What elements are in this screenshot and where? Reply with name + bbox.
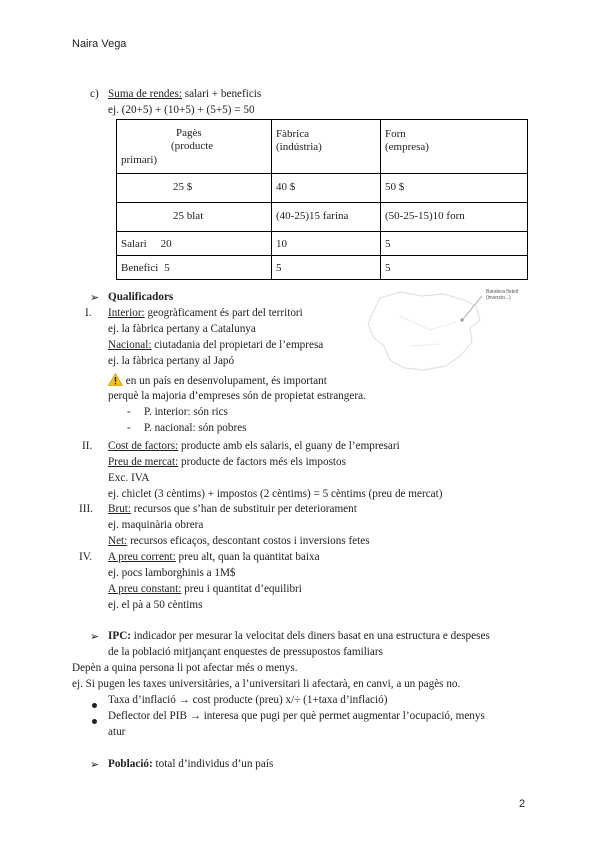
section-c-title: Suma de rendes: <box>108 88 182 100</box>
poblacio-title: Població: <box>108 758 153 770</box>
dash-marker: - <box>127 406 131 418</box>
preu-corrent-example: ej. pocs lamborghinis a 1M$ <box>108 567 236 579</box>
nacional-label: Nacional: <box>108 339 152 351</box>
page-number: 2 <box>519 798 526 810</box>
ipc-line-3: Depèn a quina persona li pot afectar més o menys. <box>72 662 298 674</box>
cost-factors-text: producte amb els salaris, el guany de l’empresari <box>178 440 400 452</box>
income-table <box>116 119 528 280</box>
header-forn-l2: (empresa) <box>385 141 429 153</box>
warning-icon <box>108 373 123 386</box>
header-fabrica-cell <box>272 120 381 174</box>
interior-line <box>108 307 303 319</box>
table-cell: (50-25-15)10 forn <box>381 203 528 232</box>
dash-item-interior: P. interior: són rics <box>144 406 228 418</box>
preu-corrent-label: A preu corrent: <box>108 551 176 563</box>
brut-text: recursos que s’han de substituir per deteriorament <box>131 503 357 515</box>
table-row <box>117 174 528 203</box>
header-forn-cell <box>381 120 528 174</box>
ipc-text-l1: indicador per mesurar la velocitat dels diners basat en una estructura e despeses <box>131 630 490 642</box>
row-label-salari: Salari <box>121 238 147 250</box>
net-text: recursos eficaços, descontant costos i inversions fetes <box>127 535 370 547</box>
net-label: Net: <box>108 535 128 547</box>
benefici-pages: 5 <box>164 262 170 274</box>
chiclet-example: ej. chiclet (3 cèntims) + impostos (2 cèntims) = 5 cèntims (preu de mercat) <box>108 488 443 500</box>
spain-map-sketch <box>360 286 490 376</box>
map-legend-l1: Bandera flotell <box>486 289 518 295</box>
bullet-dot <box>92 699 97 711</box>
interior-label: Interior: <box>108 307 145 319</box>
brut-label: Brut: <box>108 503 131 515</box>
header-pages-l2: (producte <box>171 140 214 152</box>
table-row-benefici <box>117 256 528 280</box>
bullet-dot <box>92 715 97 727</box>
qualificadors-title: Qualificadors <box>108 291 174 303</box>
header-pages-l3: primari) <box>121 154 158 166</box>
roman-iii: III. <box>79 503 93 515</box>
table-cell: 25 $ <box>117 174 272 203</box>
map-lines <box>400 316 456 346</box>
section-c-marker: c) <box>90 88 99 100</box>
table-cell: 5 <box>381 232 528 256</box>
preu-mercat-label: Preu de mercat: <box>108 456 179 468</box>
nacional-example: ej. la fàbrica pertany al Japó <box>108 355 235 367</box>
brut-example: ej. maquinària obrera <box>108 519 204 531</box>
preu-constant-label: A preu constant: <box>108 583 182 595</box>
table-cell: 10 <box>272 232 381 256</box>
section-c-example: ej. (20+5) + (10+5) + (5+5) = 50 <box>108 104 255 116</box>
poblacio-line <box>108 758 273 770</box>
brut-line <box>108 503 357 515</box>
table-header-row <box>117 120 528 174</box>
preu-mercat-text: producte de factors més els impostos <box>178 456 346 468</box>
ipc-title: IPC: <box>108 630 131 642</box>
warning-text: en un país en desenvolupament, és important <box>123 375 327 387</box>
interior-text: geogràficament és part del territori <box>144 307 303 319</box>
header-pages-l1: Pagès <box>176 127 202 139</box>
row-label-benefici: Benefici <box>121 262 159 274</box>
header-forn-l1: Forn <box>385 128 406 140</box>
ipc-line-4: ej. Si pugen les taxes universitàries, a l’universitari li afectarà, en canvi, a un pagès no. <box>72 678 461 690</box>
map-legend-l2: (inversio...) <box>486 295 511 301</box>
salari-pages: 20 <box>160 238 172 250</box>
section-c-title-line <box>108 88 261 100</box>
map-outline <box>368 292 480 370</box>
table-cell: 50 $ <box>381 174 528 203</box>
preu-mercat-line <box>108 456 346 468</box>
table-row-salari <box>117 232 528 256</box>
header-pages-cell <box>117 120 272 174</box>
preu-corrent-line <box>108 551 320 563</box>
roman-i: I. <box>85 307 92 319</box>
header-author: Naira Vega <box>72 38 127 50</box>
table-row <box>117 203 528 232</box>
header-fabrica-l2: (indústria) <box>276 141 322 153</box>
warning-continued: perquè la majoria d’empreses són de propietat estrangera. <box>108 390 366 402</box>
nacional-text: ciutadania del propietari de l’empresa <box>151 339 324 351</box>
table-cell <box>117 256 272 280</box>
ipc-line-2: de la població mitjançant enquestes de pressupostos familiars <box>108 646 383 658</box>
header-fabrica-l1: Fàbrica <box>276 128 309 140</box>
arrow-bullet: ➢ <box>90 759 100 771</box>
ipc-bullet-2-l2: atur <box>108 726 126 738</box>
dash-item-nacional: P. nacional: són pobres <box>144 422 247 434</box>
section-c-title-rest: salari + beneficis <box>181 88 262 100</box>
arrow-bullet: ➢ <box>90 631 100 643</box>
table-cell: 5 <box>381 256 528 280</box>
exc-iva: Exc. IVA <box>108 472 150 484</box>
table-cell <box>117 232 272 256</box>
preu-constant-example: ej. el pà a 50 cèntims <box>108 599 203 611</box>
table-cell: (40-25)15 farina <box>272 203 381 232</box>
nacional-line <box>108 339 323 351</box>
ipc-bullet-1: Taxa d’inflació → cost producte (preu) x/÷ (1+taxa d’inflació) <box>108 694 388 706</box>
preu-corrent-text: preu alt, quan la quantitat baixa <box>175 551 320 563</box>
roman-iv: IV. <box>79 551 93 563</box>
map-legend <box>486 289 518 301</box>
dash-marker: - <box>127 422 131 434</box>
table-cell: 25 blat <box>117 203 272 232</box>
table-cell: 40 $ <box>272 174 381 203</box>
warning-line <box>108 373 327 387</box>
cost-factors-line <box>108 440 400 452</box>
preu-constant-line <box>108 583 302 595</box>
preu-constant-text: preu i quantitat d’equilibri <box>181 583 302 595</box>
cost-factors-label: Cost de factors: <box>108 440 179 452</box>
poblacio-text: total d’individus d’un país <box>152 758 274 770</box>
net-line <box>108 535 370 547</box>
ipc-bullet-2-l1: Deflector del PIB → interesa que pugi per què permet augmentar l’ocupació, menys <box>108 710 485 722</box>
arrow-bullet: ➢ <box>90 292 100 304</box>
interior-example: ej. la fàbrica pertany a Catalunya <box>108 323 256 335</box>
table-cell: 5 <box>272 256 381 280</box>
roman-ii: II. <box>82 440 93 452</box>
ipc-line-1 <box>108 630 490 642</box>
